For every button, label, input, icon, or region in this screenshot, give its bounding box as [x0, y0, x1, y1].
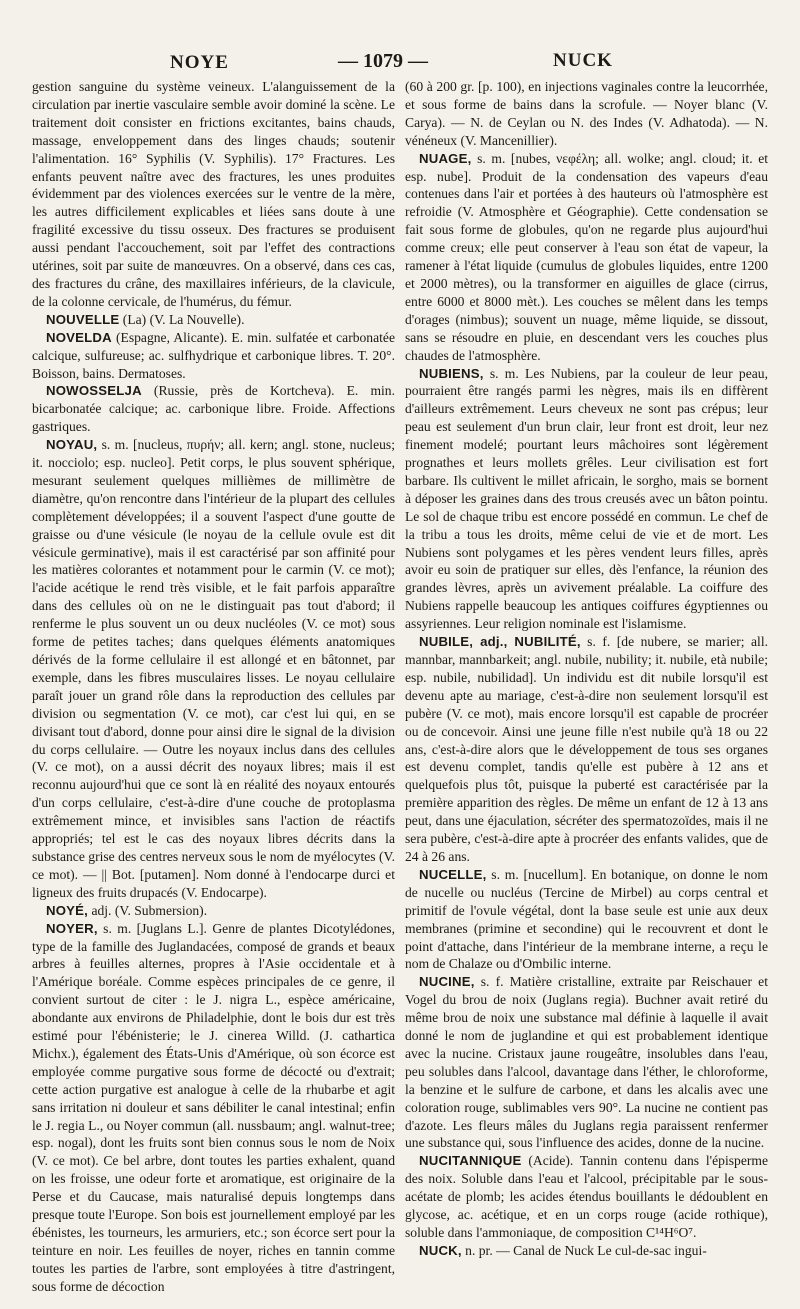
- entry-text: (Espagne, Alicante). E. min. sulfatée et carbonatée calcique, sulfureuse; ac. sulfhydrique et carbonique libres. T. 20°. Boisson, bains. Dermatoses.: [32, 329, 395, 381]
- entry-nowosselja: [32, 382, 395, 436]
- entry-text: (La) (V. La Nouvelle).: [119, 311, 245, 327]
- entry-text: gestion sanguine du système veineux. L'alanguissement de la circulation par inertie vasculaire semble avoir dominé la scène. Le traitement doit consister en frictions excitantes, bains chauds, massage, enveloppement dans des linges chauds; soutenir l'alimentation. 16° Syphilis (V. Syphilis). 17° Fractures. Les enfants peuvent naître avec des fractures, les unes produites évidemment par des violences exercées sur le ventre de la mère, les autres difficilement explicables et liées sans doute à une fragilité excessive du tissu osseux. Des fractures se produisent aussi pendant l'accouchement, soit par l'effet des contractions utérines, soit par suite de manœuvres. On a observé, dans ces cas, des fractures du crâne, des maxillaires inférieurs, de la clavicule, de la colonne cervicale, de l'humérus, du fémur.: [32, 79, 395, 309]
- left-column: [32, 78, 395, 1299]
- headword: NUBILE, adj., NUBILITÉ,: [419, 634, 581, 650]
- entry-noyer: [32, 920, 395, 1296]
- entry-cont-noyer: [405, 78, 768, 150]
- entry-text: s. m. [nucellum]. En botanique, on donne le nom de nucelle ou nucléus (Tercine de Mirbel) au corps central et primitif de l'ovule végétal, dont la base seule est unie aux deux membranes (primine et secondine) qui le recouvrent et dont le point d'attache, dans l'intérieur de la membrane interne, a reçu le nom de Chalaze ou d'Ombilic interne.: [405, 866, 768, 972]
- running-header: [0, 44, 800, 74]
- headword: NUCINE,: [419, 974, 475, 990]
- entry-nubile: [405, 633, 768, 866]
- headword: NOYER,: [46, 920, 98, 936]
- entry-nucelle: [405, 866, 768, 973]
- entry-text: s. m. [nucleus, πυρήν; all. kern; angl. stone, nucleus; it. nocciolo; esp. nucleo]. Petit corps, le plus souvent sphérique, mesurant seulement quelques millièmes de millimètre de diamètre, qu'on rencontre dans l'intérieur de la plupart des cellules complètement développées; il a souvent l'aspect d'une goutte de graisse ou d'une vésicule (le noyau de la cellule ovule est dit vésicule germinative), mais il est caractérisé par son affinité pour les matières colorantes et notamment pour le carmin (V. ce mot); l'acide acétique le rend très visible, et le fait parfois apparaître dans des cellules où on ne le distinguait pas tout d'abord; il renferme le plus souvent un ou deux nucléoles (V. ce mot) sous forme de petites taches; dans quelques éléments anatomiques dérivés de la forme cellulaire il est allongé et en bâtonnet, par exemple, dans les fibres musculaires lisses. Le noyau cellulaire paraît jouer un grand rôle dans la reproduction des cellules par division ou segmentation (V. ce mot), car c'est lui qui, en se divisant tout d'abord, donne pour ainsi dire le signal de la division du corps cellulaire. — Outre les noyaux inclus dans des cellules (V. ce mot), on a aussi décrit des noyaux libres; mais il est reconnu aujourd'hui que ce sont là en réalité des noyaux entourés d'un corps cellulaire, c'est-à-dire d'une couche de protoplasma extrêmement mince, et invisibles sans l'action de réactifs appropriés; tel est le cas des noyaux libres décrits dans la substance grise des centres nerveux sous le nom de myélocytes (V. ce mot). — || Bot. [putamen]. Nom donné à l'endocarpe durci et ligneux des fruits drupacés (V. Endocarpe).: [32, 437, 395, 900]
- entry-text: s. m. Les Nubiens, par la couleur de leur peau, pourraient être rangés parmi les nègres, mais ils en diffèrent d'ailleurs extrêmement. Leurs cheveux ne sont pas crépus; leur peau est seulement d'un brun clair, leur front est droit, leur nez finement modelé; pourtant leurs mâchoires sont légèrement prognathes et leurs mollets grêles. Leur civilisation est fort barbare. Ils cultivent le millet africain, le sorgho, mais se bornent à déposer les graines dans des trous creusés avec un bâton pointu. Le sol de chaque tribu est encore possédé en commun. Le chef de la tribu a tous les droits, même celui de vie et de mort. Les Nubiens sont polygames et les pères vendent leurs filles, après avoir eu soin de pratiquer sur elles, dès l'enfance, la réunion des grandes lèvres, après un avivement préalable. La coiffure des Nubiens rappelle beaucoup les antiques coiffures égyptiennes ou assyriennes. Leur religion nominale est l'islamisme.: [405, 365, 768, 632]
- entry-text: s. f. Matière cristalline, extraite par Reischauer et Vogel du brou de noix (Juglans regia). Buchner avait retiré du même brou de noix une substance mal définie à laquelle il avait donné le nom de juglandine et qui est probablement identique avec la nucine. Cristaux jaune rougeâtre, insolubles dans l'eau, peu solubles dans l'alcool, davantage dans l'éther, le chloroforme, la benzine et le sulfure de carbone, et dans les alcalis avec une coloration rouge, sublimables vers 90°. La nucine ne contient pas d'azote. Les fleurs mâles du Juglans regia paraissent renfermer une substance qui, sous l'influence des acides, donne de la nucine.: [405, 974, 768, 1151]
- entry-nucine: [405, 973, 768, 1152]
- right-column: [405, 78, 768, 1299]
- entry-text: (Russie, près de Kortcheva). E. min. bicarbonatée calcique; ac. carbonique libre. Froide. Affections gastriques.: [32, 383, 395, 435]
- entry-text: n. pr. — Canal de Nuck Le cul-de-sac ingui-: [461, 1242, 707, 1258]
- entry-noyau: [32, 436, 395, 902]
- entry-nouvelle: [32, 311, 395, 329]
- header-left-word: NOYE: [170, 52, 229, 73]
- entry-text: s. f. [de nubere, se marier; all. mannbar, mannbarkeit; angl. nubile, nubility; it. nubile, età nubile; esp. nubile, nubilidad]. Un individu est dit nubile lorsqu'il est devenu apte au mariage, c'est-à-dire non seulement lorsqu'il est pubère (V. ce mot), mais encore lorsqu'il est capable de procréer ou de concevoir. Ainsi une jeune fille n'est nubile qu'à 18 ou 22 ans, c'est-à-dire alors que le développement de tous ses organes est devenu complet, tandis qu'elle est pubère à 12 ans et quelquefois plus tôt, puisque la puberté est caractérisée par la première apparition des règles. De même un enfant de 12 à 13 ans peut, dans une éjaculation, sécréter des spermatozoïdes, mais il ne sera pubère, c'est-à-dire apte à procréer des enfants valides, que de 24 à 26 ans.: [405, 634, 768, 864]
- headword: NUCITANNIQUE: [419, 1153, 522, 1169]
- entry-nuck: [405, 1242, 768, 1260]
- text-columns: [32, 78, 768, 1299]
- headword: NUCK,: [419, 1242, 462, 1258]
- headword: NOUVELLE: [46, 311, 120, 327]
- headword: NOVELDA: [46, 329, 112, 345]
- headword: NUCELLE,: [419, 866, 487, 882]
- entry-nucitannique: [405, 1152, 768, 1242]
- headword: NOYÉ,: [46, 902, 89, 918]
- entry-nuage: [405, 150, 768, 365]
- page-number: — 1079 —: [338, 50, 428, 72]
- headword: NUBIENS,: [419, 365, 484, 381]
- entry-text: (Acide). Tannin contenu dans l'épisperme des noix. Soluble dans l'eau et l'alcool, précipitable par le sous-acétate de plomb; les acides étendus bouillants le dédoublent en glycose, ac. acétique, et en un corps rouge (acide rothique), soluble dans l'ammoniaque, de composition C¹⁴H⁶O⁷.: [405, 1153, 768, 1240]
- header-right-word: NUCK: [553, 50, 613, 71]
- entry-nubiens: [405, 365, 768, 634]
- entry-text: (60 à 200 gr. [p. 100), en injections vaginales contre la leucorrhée, et sous forme de bains dans la scrofule. — Noyer blanc (V. Carya). — N. de Ceylan ou N. des Indes (V. Adhatoda). — N. vénéneux (V. Mancenillier).: [405, 79, 768, 148]
- headword: NOYAU,: [46, 437, 98, 453]
- headword: NUAGE,: [419, 150, 472, 166]
- headword: NOWOSSELJA: [46, 383, 142, 399]
- entry-text: s. m. [nubes, νεφέλη; all. wolke; angl. cloud; it. et esp. nube]. Produit de la condensation des vapeurs d'eau contenues dans l'air et portées à des hauteurs où l'atmosphère est refroidie (V. Atmosphère et Géographie). Cette condensation se fait sous forme de globules, qu'on ne regarde plus aujourd'hui comme creux; elle peut conserver à l'eau son état de vapeur, la ramener à l'état liquide (cumulus de globules liquides, entre 1200 et 2000 mètres), ou la transformer en aiguilles de glace (cirrus, entre 6000 et 8000 mèt.). Les couches se mêlent dans les temps d'orages (nimbus); souvent un nuage, même liquide, se dissout, sans se résoudre en pluie, en descendant vers les couches plus chaudes de l'atmosphère.: [405, 150, 768, 363]
- entry-novelda: [32, 329, 395, 383]
- entry-text: adj. (V. Submersion).: [88, 902, 208, 918]
- entry-cont-noye: [32, 78, 395, 311]
- entry-text: s. m. [Juglans L.]. Genre de plantes Dicotylédones, type de la famille des Juglandacées, composé de grands et beaux arbres à feuilles alternes, propres à l'Asie occidentale et à l'Amérique boréale. Comme espèces principales de ce genre, il convient surtout de citer : le J. nigra L., espèce américaine, abondante aux environs de Philadelphie, dont le bois dur est très estimé pour l'ébénisterie; le J. cinerea Willd. (J. cathartica Michx.), également des États-Unis d'Amérique, où son écorce est employée comme purgative sous forme de décocté ou d'extrait; cette action purgative est analogue à celle de la rhubarbe et agit sans irritation ni douleur et sans débiliter le canal intestinal; enfin le J. regia L., ou Noyer commun (all. nussbaum; angl. walnut-tree; esp. nogal), dont les fruits sont bien connus sous le nom de Noix (V. ce mot). Ce bel arbre, dont toutes les parties exhalent, quand on les froisse, une odeur forte et aromatique, est originaire de la Perse et du Caucase, mais naturalisé depuis longtemps dans presque toute l'Europe. Son bois est journellement employé par les ébénistes, les tourneurs, les armuriers, etc.; son écorce sert pour la teinture en noir. Les feuilles de noyer, riches en tannin comme toutes les parties de l'arbre, sont employées à titre d'astringent, sous forme de décoction: [32, 920, 395, 1294]
- entry-noye: [32, 902, 395, 920]
